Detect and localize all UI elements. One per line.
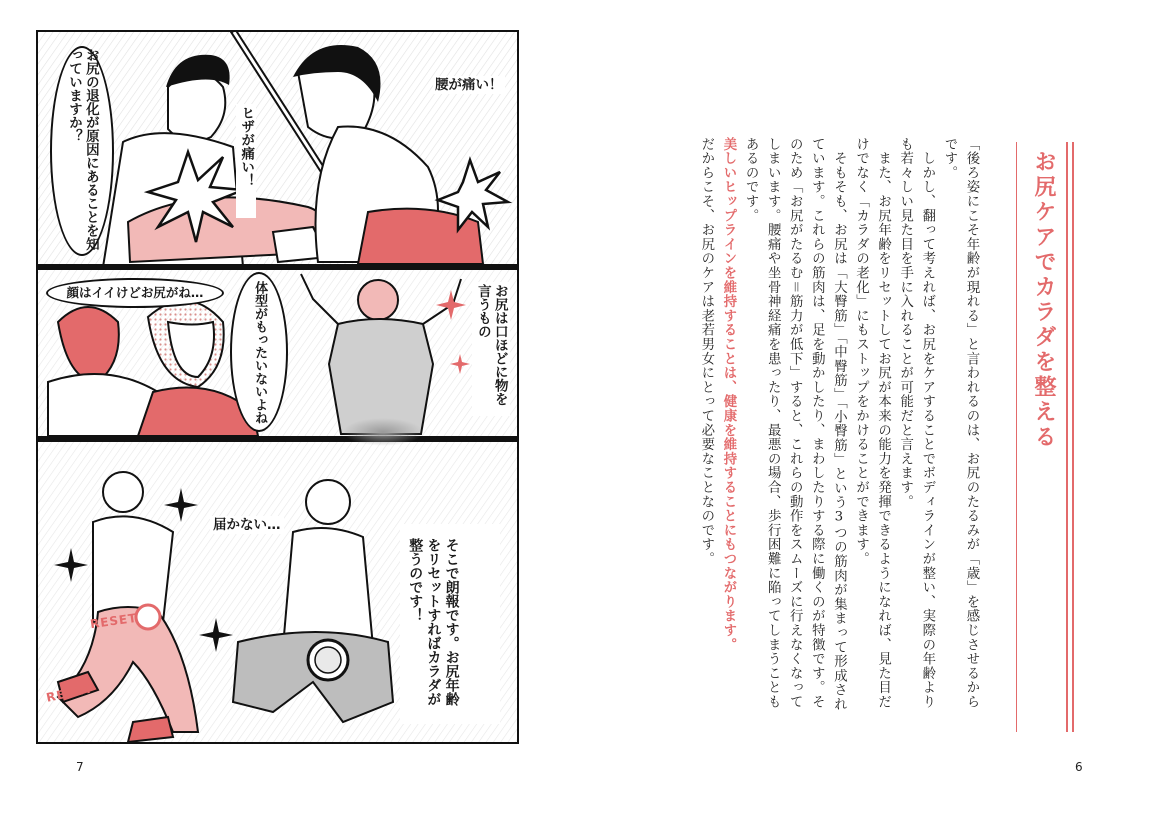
gossip-bubble [46, 278, 224, 308]
question-bubble-text: お尻の退化が原因にあることを知っていますか？ [66, 48, 99, 251]
article-paragraph [717, 137, 739, 715]
back-pain-caption: 腰が痛い！ [435, 77, 503, 93]
article-paragraph [739, 137, 849, 715]
reset-label-2: RESET [45, 681, 95, 705]
page-number-left: 7 [76, 760, 84, 774]
body-text: しかし、翻って考えれば、お尻をケアすることでボディラインが整い、実際の年齢よりも若々しい見た目を手に入れることが可能だと言えます。 [897, 137, 935, 709]
article-paragraph [695, 137, 717, 715]
article-paragraph [894, 137, 938, 715]
article-paragraph [849, 137, 893, 715]
knee-pain-caption: ヒザが痛い！ [236, 104, 256, 218]
title-rule-3 [1016, 142, 1017, 732]
good-news-caption: そこで朗報です。お尻年齢をリセットすればカラダが整うのです！ [407, 538, 460, 706]
article-paragraph [938, 137, 982, 715]
body-text: 「後ろ姿にこそ年齢が現れる」と言われるのは、お尻のたるみが「歳」を感じさせるからです。 [941, 137, 979, 709]
article-body [695, 137, 982, 715]
gossip-bubble-text: 顔はイイけどお尻がね… [66, 285, 204, 301]
page-number-right: 6 [1075, 760, 1083, 774]
title-rule-1 [1066, 142, 1068, 732]
body-text: また、お尻年齢をリセットしてお尻が本来の能力を発揮できるようになれば、見た目だけでなく「カラダの老化」にもストップをかけることができます。 [853, 137, 891, 709]
title-rule-2 [1072, 142, 1074, 732]
figure-bubble [230, 272, 288, 432]
reset-label-1: RESET [89, 610, 139, 632]
body-text: だからこそ、お尻のケアは老若男女にとって必要なことなのです。 [698, 137, 714, 566]
question-bubble [50, 46, 114, 256]
cant-reach-caption: 届かない… [210, 516, 284, 534]
butt-speaks-caption: お尻は口ほどに物を言うもの [472, 282, 510, 416]
highlight-text: 美しいヒップラインを維持することは、健康を維持することにもつながります。 [720, 137, 736, 652]
figure-bubble-text: 体型がもったいないよね [252, 280, 268, 424]
body-text: そもそも、お尻は「大臀筋」「中臀筋」「小臀筋」という3つの筋肉が集まって形成されています。これらの筋肉は、足を動かしたり、まわしたりする際に働くのが特徴です。そのため「お尻がたるむ＝筋力が低下」すると、これらの動作をスムーズに行えなくなってしまいます。腰痛や坐骨神経痛を患ったり、最悪の場合、歩行困難に陥ってしまうこともあるのです。 [743, 137, 847, 712]
article-title: お尻ケアでカラダを整える [1031, 150, 1056, 450]
manga-page [36, 30, 519, 744]
